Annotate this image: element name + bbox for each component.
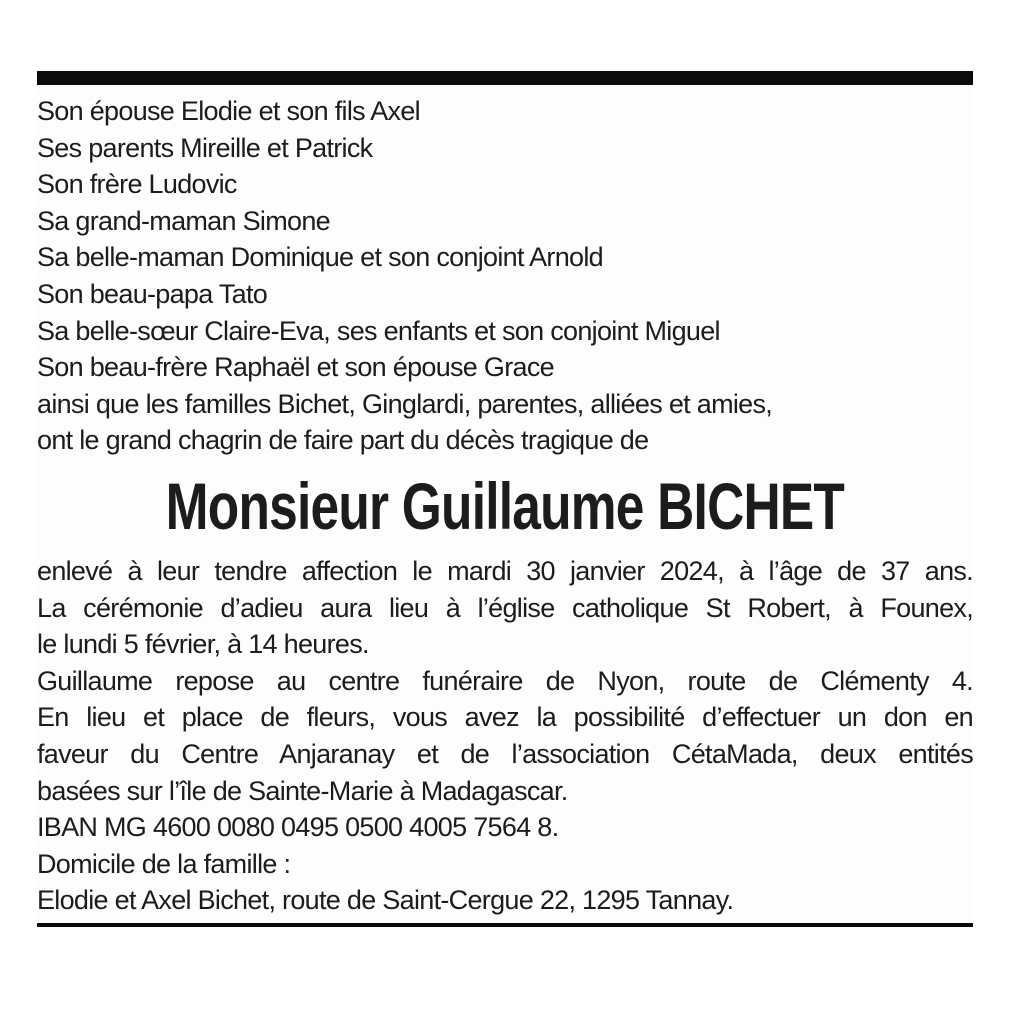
obituary-notice <box>37 71 973 927</box>
deceased-name-title <box>37 459 973 553</box>
family-line: Son beau-frère Raphaël et son épouse Grace <box>37 352 554 383</box>
domicile-address: Elodie et Axel Bichet, route de Saint-Cergue 22, 1295 Tannay. <box>37 885 734 916</box>
domicile-label: Domicile de la famille : <box>37 848 291 879</box>
family-line: Son épouse Elodie et son fils Axel <box>37 96 420 126</box>
family-line: Ses parents Mireille et Patrick <box>37 132 373 163</box>
bottom-rule <box>37 923 973 927</box>
family-list <box>37 93 973 459</box>
announcement-paragraph <box>37 553 973 663</box>
family-line: Sa grand-maman Simone <box>37 205 330 236</box>
funeral-paragraph <box>37 663 973 809</box>
family-line: ainsi que les familles Bichet, Ginglardi, parentes, alliées et amies, <box>37 388 773 419</box>
announcement-line: La cérémonie d’adieu aura lieu à l’église catholique St Robert, à Founex, <box>37 592 973 623</box>
deceased-name: Monsieur Guillaume BICHET <box>165 468 845 543</box>
family-line: Son beau-papa Tato <box>37 278 268 309</box>
funeral-line: En lieu et place de fleurs, vous avez la possibilité d’effectuer un don en <box>37 702 973 733</box>
funeral-line: basées sur l’île de Sainte-Marie à Madagascar. <box>37 775 568 806</box>
family-line: Sa belle-sœur Claire-Eva, ses enfants et son conjoint Miguel <box>37 315 720 346</box>
family-line: ont le grand chagrin de faire part du décès tragique de <box>37 425 649 456</box>
funeral-line: faveur du Centre Anjaranay et de l’association CétaMada, deux entités <box>37 738 973 769</box>
iban-line: IBAN MG 4600 0080 0495 0500 4005 7564 8. <box>37 812 559 843</box>
announcement-line: le lundi 5 février, à 14 heures. <box>37 629 369 660</box>
top-rule <box>37 71 973 85</box>
family-line: Sa belle-maman Dominique et son conjoint Arnold <box>37 242 603 273</box>
family-line: Son frère Ludovic <box>37 169 237 200</box>
announcement-line: enlevé à leur tendre affection le mardi 30 janvier 2024, à l’âge de 37 ans. <box>37 555 973 586</box>
funeral-line: Guillaume repose au centre funéraire de Nyon, route de Clémenty 4. <box>37 665 973 696</box>
contact-block <box>37 809 973 919</box>
